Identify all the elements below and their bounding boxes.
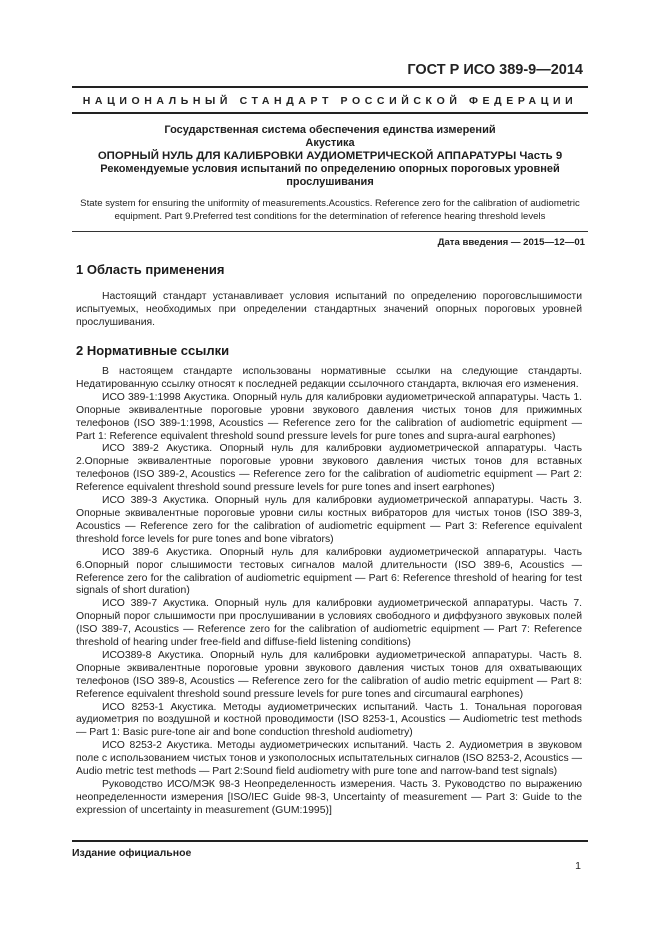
document-code: ГОСТ Р ИСО 389-9—2014: [407, 62, 583, 78]
title-line-subtitle-end: прослушивания: [286, 176, 374, 188]
national-standard-banner: НАЦИОНАЛЬНЫЙ СТАНДАРТ РОССИЙСКОЙ ФЕДЕРАЦИИ: [82, 95, 578, 107]
reference-iso-389-3: ИСО 389-3 Акустика. Опорный нуль для калибровки аудиометрической аппаратуры. Часть 3. Опорные эквивалентные пороговые уровни силы костных вибраторов для чистых тонов (ISO 389-3, Acoustics — Reference zero for the calibration of audiometric equipment — Part 3: Reference equivalent threshold force levels for pure tones and bone vibrators): [76, 495, 582, 545]
title-block: [90, 124, 570, 189]
normative-references: [76, 366, 582, 818]
date-rule: [72, 231, 588, 232]
reference-iso-389-2: ИСО 389-2 Акустика. Опорный нуль для калибровки аудиометрической аппаратуры. Часть 2.Опорные эквивалентные пороговые уровни звукового давления чистых тонов для вставных телефонов (ISO 389-2, Acoustics — Reference zero for the calibration of audiometric equipment — Part 2: Reference equivalent threshold sound pressure levels for pure tones and insert earphones): [76, 443, 582, 494]
section-1-heading: 1 Область применения: [76, 262, 225, 277]
references-intro: В настоящем стандарте использованы нормативные ссылки на следующие стандарты. Недатированную ссылку относят к последней редакции ссылочного стандарта, включая его изменения.: [76, 366, 582, 390]
section-1-paragraph: Настоящий стандарт устанавливает условия испытаний по определению пороговслышимости испытуемых, необходимых при определении стандартных значений опорных пороговых уровней прослушивания.: [76, 291, 582, 328]
title-line-main: ОПОРНЫЙ НУЛЬ ДЛЯ КАЛИБРОВКИ АУДИОМЕТРИЧЕСКОЙ АППАРАТУРЫ Часть 9: [97, 150, 563, 162]
title-line-system: Государственная система обеспечения единства измерений: [164, 124, 496, 136]
introduction-date: Дата введения — 2015—12—01: [437, 237, 585, 248]
reference-iso-389-7: ИСО 389-7 Акустика. Опорный нуль для калибровки аудиометрической аппаратуры. Часть 7. Опорный порог слышимости при прослушивании в условиях свободного и диффузного звуковых полей (ISO 389-7, Acoustics — Reference zero for the calibration of audiometric equipment — Part 7: Reference threshold of hearing under free-field and diffuse-field listening conditions): [76, 598, 582, 649]
banner-rule: [72, 112, 588, 114]
reference-iso-389-6: ИСО 389-6 Акустика. Опорный нуль для калибровки аудиометрической аппаратуры. Часть 6.Опорный порог слышимости тестовых сигналов малой длительности (ISO 389-6, Acoustics — Reference zero for the calibration of audiometric equipment — Part 6: Reference threshold of hearing for test signals of short duration): [76, 546, 582, 597]
reference-guide-98-3: Руководство ИСО/МЭК 98-3 Неопределенность измерения. Часть 3. Руководство по выражению неопределенности измерения [ISO/IEC Guide 98-3, Uncertainty of measurement — Part 3: Guide to the expression of uncertainty in measurement (GUM:1995)]: [76, 779, 582, 816]
english-title: State system for ensuring the uniformity of measurements.Acoustics. Reference zero for the calibration of audiometric equipment. Part 9.Preferred test conditions for the determination of reference hearing threshold levels: [80, 198, 580, 222]
official-edition-label: Издание официальное: [72, 847, 192, 859]
section-1-text: [76, 291, 582, 330]
title-line-subtitle: Рекомендуемые условия испытаний по определению опорных пороговых уровней: [100, 163, 560, 175]
header-rule: [72, 86, 588, 88]
title-line-acoustics: Акустика: [305, 137, 355, 149]
reference-iso-8253-2: ИСО 8253-2 Акустика. Методы аудиометрических испытаний. Часть 2. Аудиометрия в звуковом поле с использованием чистых тонов и узкополосных испытательных сигналов (ISO 8253-2, Acoustics — Audio metric test methods — Part 2:Sound field audiometry with pure tone and narrow-band test signals): [76, 740, 582, 778]
section-2-heading: 2 Нормативные ссылки: [76, 343, 230, 358]
page-number: 1: [575, 860, 581, 872]
reference-iso-8253-1: ИСО 8253-1 Акустика. Методы аудиометрических испытаний. Часть 1. Тональная пороговая аудиометрия по воздушной и костной проводимости (ISO 8253-1, Acoustics — Audiometric test methods — Part 1: Basic pure-tone air and bone conduction threshold audiometry): [76, 701, 582, 739]
footer-rule: [72, 840, 588, 842]
reference-iso-389-1: ИСО 389-1:1998 Акустика. Опорный нуль для калибровки аудиометрической аппаратуры. Часть 1. Опорные эквивалентные пороговые уровни звукового давления чистых тонов для прижимных телефонов (ISO 389-1:1998, Acoustics — Reference zero for the calibration of audiometric equipment — Part 1: Reference equivalent threshold sound pressure levels for pure tones and supra-aural earphones): [76, 391, 582, 442]
reference-iso-389-8: ИСО389-8 Акустика. Опорный нуль для калибровки аудиометрической аппаратуры. Часть 8. Опорные эквивалентные пороговые уровни звукового давления чистых тонов для охватывающих телефонов (ISO 389-8, Acoustics — Reference zero for the calibration of audio metric equipment — Part 8: Reference equivalent threshold sound pressure levels for pure tones and circumaural earphones): [76, 649, 582, 700]
